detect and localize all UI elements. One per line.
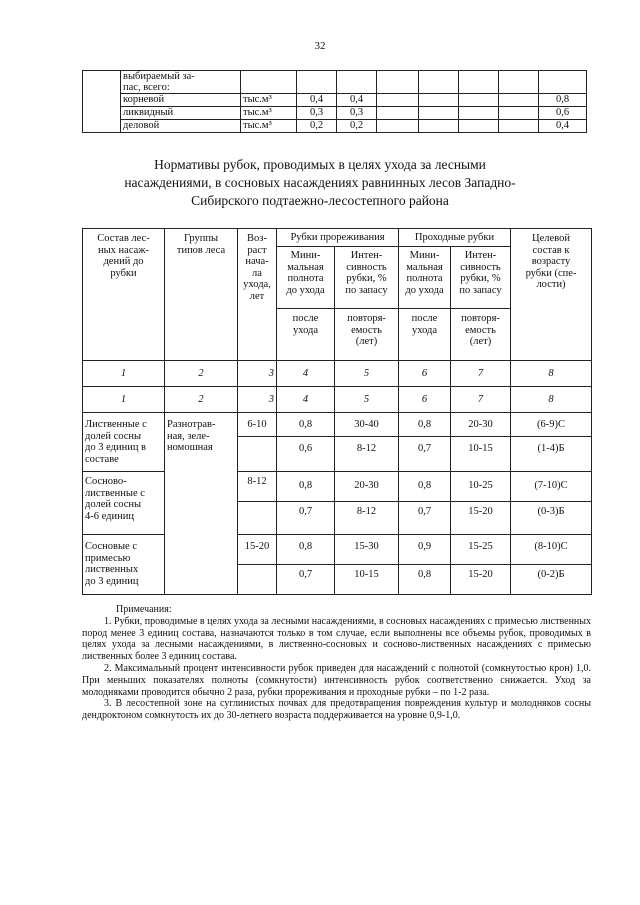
header-after: после ухода <box>277 309 335 361</box>
header-forest-type: Группы типов леса <box>165 229 238 361</box>
age-cell: 15-20 <box>238 535 277 565</box>
value-cell: 0,9 <box>399 535 451 565</box>
value-cell: (0-3)Б <box>511 502 592 535</box>
value-cell: 0,2 <box>297 120 337 133</box>
value-cell: 0,3 <box>297 107 337 120</box>
note-item: 2. Максимальный процент интенсивности рубок приведен для насаждений с полнотой (сомкнутостью крон) 1,0. При меньших показателях полноты (сомкнутости) интенсивность рубок соответственно снижается. Уход за молодняками проводится обычно 2 раза, рубки прореживания и проходные рубки – по 1-2 раза. <box>82 662 591 698</box>
number-cell: 5 <box>335 361 399 387</box>
number-cell: 6 <box>399 361 451 387</box>
value-cell: 0,6 <box>539 107 587 120</box>
note-item: 1. Рубки, проводимые в целях ухода за лесными насаждениями, в сосновых насаждениях с примесью лиственных пород менее 3 единиц состава, назначаются только в том случае, если выполнены все объемы рубок, проводимых в целях ухода за лесными насаждениями, в лиственно-сосновых и сосново-лиственных насаждениях с примесью лиственных более 3 единиц состава. <box>82 615 591 663</box>
header-min-density-2: Мини- мальная полнота до ухода <box>399 247 451 309</box>
value-cell: 8-12 <box>335 437 399 472</box>
table-row <box>83 71 587 94</box>
number-cell: 4 <box>277 387 335 413</box>
value-cell: 10-15 <box>451 437 511 472</box>
row-label: ликвидный <box>121 107 241 120</box>
number-cell: 4 <box>277 361 335 387</box>
value-cell: 0,2 <box>337 120 377 133</box>
numbering-row <box>83 361 592 387</box>
value-cell: 0,8 <box>277 413 335 437</box>
value-cell: 0,8 <box>399 413 451 437</box>
unit-cell <box>241 71 297 94</box>
value-cell: 0,4 <box>539 120 587 133</box>
value-cell: 0,8 <box>539 94 587 107</box>
header-after-2: после ухода <box>399 309 451 361</box>
table-row <box>83 94 587 107</box>
header-intensity: Интен- сивность рубки, % по запасу <box>335 247 399 309</box>
value-cell: (1-4)Б <box>511 437 592 472</box>
value-cell: 0,7 <box>399 502 451 535</box>
header-composition: Состав лес- ных насаж- дений до рубки <box>83 229 165 361</box>
value-cell: 0,4 <box>337 94 377 107</box>
value-cell: (6-9)С <box>511 413 592 437</box>
value-cell: 20-30 <box>451 413 511 437</box>
number-cell: 1 <box>83 387 165 413</box>
value-cell: 0,7 <box>399 437 451 472</box>
number-cell: 3 <box>238 361 277 387</box>
number-cell: 8 <box>511 361 592 387</box>
norms-table <box>82 228 592 595</box>
section-title: Нормативы рубок, проводимых в целях ухода за лесными насаждениями, в сосновых насаждениях равнинных лесов Западно- Сибирского подтаежно-лесостепного района <box>124 157 516 208</box>
age-cell <box>238 502 277 535</box>
numbering-row <box>83 387 592 413</box>
value-cell: 0,8 <box>277 472 335 502</box>
value-cell: (0-2)Б <box>511 565 592 595</box>
note-item: 3. В лесостепной зоне на суглинистых почвах для предотвращения повреждения культур и молодняков сосны дендроктоном сомкнутость их до 30-летнего возраста поддерживается на уровне 0,9-1,0. <box>82 698 591 722</box>
value-cell: 15-20 <box>451 502 511 535</box>
number-cell: 2 <box>165 361 238 387</box>
forest-type-cell: Разнотрав- ная, зеле- номошная <box>165 413 238 595</box>
value-cell: 10-15 <box>335 565 399 595</box>
empty-cell <box>83 71 121 133</box>
value-cell: 0,8 <box>277 535 335 565</box>
unit-cell: тыс.м³ <box>241 107 297 120</box>
value-cell: 0,7 <box>277 502 335 535</box>
header-repeat: повторя- емость (лет) <box>335 309 399 361</box>
page-number: 32 <box>314 40 326 52</box>
value-cell: (7-10)С <box>511 472 592 502</box>
unit-cell: тыс.м³ <box>241 94 297 107</box>
header-row <box>83 229 592 247</box>
value-cell: (8-10)С <box>511 535 592 565</box>
unit-cell: тыс.м³ <box>241 120 297 133</box>
header-age: Воз- раст нача- ла ухода, лет <box>238 229 277 361</box>
header-min-density: Мини- мальная полнота до ухода <box>277 247 335 309</box>
number-cell: 1 <box>83 361 165 387</box>
header-thinning: Рубки прореживания <box>277 229 399 247</box>
value-cell: 20-30 <box>335 472 399 502</box>
row-label: выбираемый за- пас, всего: <box>121 71 241 94</box>
table-row <box>83 413 592 437</box>
header-target: Целевой состав к возрасту рубки (спе- лости) <box>511 229 592 361</box>
value-cell: 15-25 <box>451 535 511 565</box>
number-cell: 7 <box>451 361 511 387</box>
age-cell: 8-12 <box>238 472 277 502</box>
value-cell: 0,8 <box>399 565 451 595</box>
value-cell: 0,4 <box>297 94 337 107</box>
value-cell: 0,6 <box>277 437 335 472</box>
age-cell <box>238 565 277 595</box>
number-cell: 2 <box>165 387 238 413</box>
value-cell: 0,7 <box>277 565 335 595</box>
value-cell: 15-30 <box>335 535 399 565</box>
number-cell: 3 <box>238 387 277 413</box>
composition-cell: Сосново- лиственные с долей сосны 4-6 единиц <box>83 472 165 535</box>
header-passage: Проходные рубки <box>399 229 511 247</box>
composition-cell: Сосновые с примесью лиственных до 3 единиц <box>83 535 165 595</box>
table-row <box>83 120 587 133</box>
age-cell <box>238 437 277 472</box>
header-repeat-2: повторя- емость (лет) <box>451 309 511 361</box>
age-cell: 6-10 <box>238 413 277 437</box>
row-label: корневой <box>121 94 241 107</box>
number-cell: 7 <box>451 387 511 413</box>
number-cell: 8 <box>511 387 592 413</box>
table-row <box>83 472 592 502</box>
number-cell: 5 <box>335 387 399 413</box>
number-cell: 6 <box>399 387 451 413</box>
value-cell: 15-20 <box>451 565 511 595</box>
notes <box>82 604 591 722</box>
header-intensity-2: Интен- сивность рубки, % по запасу <box>451 247 511 309</box>
composition-cell: Лиственные с долей сосны до 3 единиц в составе <box>83 413 165 472</box>
value-cell: 8-12 <box>335 502 399 535</box>
row-label: деловой <box>121 120 241 133</box>
value-cell: 10-25 <box>451 472 511 502</box>
value-cell: 30-40 <box>335 413 399 437</box>
value-cell: 0,3 <box>337 107 377 120</box>
table-row <box>83 107 587 120</box>
top-table <box>82 70 587 133</box>
value-cell: 0,8 <box>399 472 451 502</box>
table-row <box>83 535 592 565</box>
notes-heading: Примечания: <box>116 604 172 615</box>
